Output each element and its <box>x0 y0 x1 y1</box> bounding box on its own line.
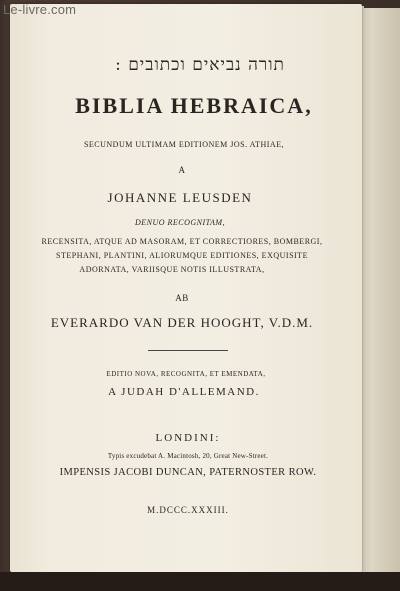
title-page <box>10 4 362 572</box>
preposition-a: A <box>178 165 186 175</box>
main-title: BIBLIA HEBRAICA, <box>75 93 313 118</box>
watermark: Le-livre.com <box>3 2 77 17</box>
edition-line: SECUNDUM ULTIMAM EDITIONEM JOS. ATHIAE, <box>83 140 285 149</box>
preposition-ab: AB <box>175 293 189 303</box>
imprint-date: M.DCCC.XXXIII. <box>147 505 229 515</box>
reviser-name: A JUDAH D'ALLEMAND. <box>108 386 260 398</box>
editio-line: EDITIO NOVA, RECOGNITA, ET EMENDATA, <box>106 370 266 378</box>
divider-rule <box>148 350 228 351</box>
hebrew-title: תורה נביאים וכתובים : <box>115 55 285 75</box>
stephani-line: STEPHANI, PLANTINI, ALIORUMQUE EDITIONES, EXQUISITE <box>56 251 308 260</box>
recensita-line: RECENSITA, ATQUE AD MASORAM, ET CORRECTIORES, BOMBERGI, <box>41 237 323 246</box>
adornata-line: ADORNATA, VARIISQUE NOTIS ILLUSTRATA, <box>79 265 265 274</box>
imprint-place: LONDINI: <box>155 432 221 444</box>
printer-line: Typis excudebat A. Macintosh, 20, Great New-Street. <box>107 452 269 460</box>
publisher-line: IMPENSIS JACOBI DUNCAN, PATERNOSTER ROW. <box>59 467 317 478</box>
editor-name: EVERARDO VAN DER HOOGHT, V.D.M. <box>50 315 314 330</box>
denuo-line: DENUO RECOGNITAM, <box>134 218 226 227</box>
author-name: JOHANNE LEUSDEN <box>107 190 253 205</box>
book-bottom-edge <box>0 572 400 591</box>
